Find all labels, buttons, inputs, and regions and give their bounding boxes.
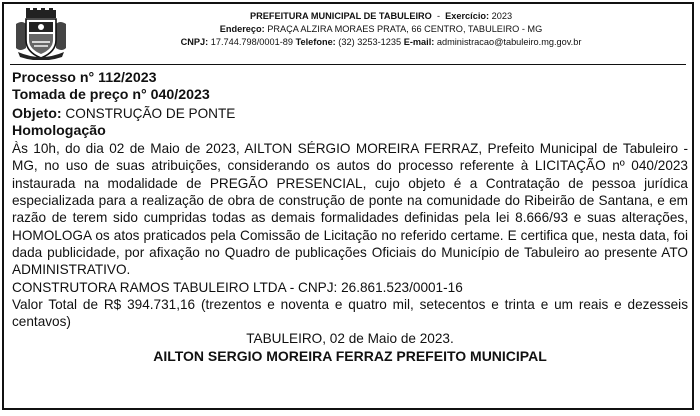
telefone-label: Telefone: (295, 37, 336, 47)
org-name: PREFEITURA MUNICIPAL DE TABULEIRO (249, 11, 432, 21)
header-line-address (76, 23, 686, 36)
exercicio-value: 2023 (491, 11, 513, 21)
contractor-line: CONSTRUTORA RAMOS TABULEIRO LTDA - CNPJ: 26.861.523/0001-16 (12, 279, 463, 295)
objeto-label: Objeto: (12, 105, 62, 122)
header-divider (10, 64, 686, 65)
cnpj-label: CNPJ: (180, 37, 209, 47)
notice-content (12, 70, 688, 365)
cnpj-value: 17.744.798/0001-89 (210, 37, 294, 47)
endereco-label: Endereço: (219, 24, 265, 34)
valor-line: Valor Total de R$ 394.731,16 (trezentos e noventa e quatro mil, setecentos e trinta e um reais e dezesseis centavos) (12, 296, 688, 330)
header-text (76, 10, 686, 49)
homologacao-body: Às 10h, do dia 02 de Maio de 2023, AILTON SÉRGIO MOREIRA FERRAZ, Prefeito Municipal de Tabuleiro - MG, no uso de suas atribuições, considerando os autos do processo referente à LICITAÇÃO nº 040/2023 instaurada na modalidade de PREGÃO PRESENCIAL, cujo objeto é a Contratação de pessoa jurídica especializada para a realização de obra de construção de ponte na comunidade do Ribeirão de Santana, e em razão de terem sido cumpridas todas as demais formalidades definidas pela lei 8.666/93 e suas alterações, HOMOLOGA os atos praticados pela Comissão de Licitação no referido certame. E certifica que, nesta data, foi dada publicidade, por afixação no Quadro de publicações Oficiais do Município de Tabuleiro ao presente ATO ADMINISTRATIVO. (12, 141, 688, 278)
exercicio-label: Exercício: (445, 11, 490, 21)
header-line-contact (76, 36, 686, 49)
notice-frame (2, 2, 694, 410)
municipal-crest-icon (12, 8, 70, 60)
objeto-line (12, 105, 688, 123)
objeto-value: CONSTRUÇÃO DE PONTE (61, 105, 236, 121)
signer-name: AILTON SERGIO MOREIRA FERRAZ PREFEITO MUNICIPAL (153, 347, 547, 364)
telefone-value: (32) 3253-1235 (338, 37, 402, 47)
email-label: E-mail: (403, 37, 435, 47)
homologacao-title: Homologação (12, 122, 106, 139)
email-value: administracao@tabuleiro.mg.gov.br (436, 37, 582, 47)
processo-number: Processo n° 112/2023 (12, 70, 157, 86)
place-date: TABULEIRO, 02 de Maio de 2023. (246, 331, 454, 347)
tomada-number: Tomada de preço n° 040/2023 (12, 87, 210, 104)
header (10, 8, 690, 60)
header-line-org: PREFEITURA MUNICIPAL DE TABULEIRO - Exercício: 2023 (249, 11, 513, 21)
endereco-value: PRAÇA ALZIRA MORAES PRATA, 66 CENTRO, TABULEIRO - MG (267, 24, 543, 34)
